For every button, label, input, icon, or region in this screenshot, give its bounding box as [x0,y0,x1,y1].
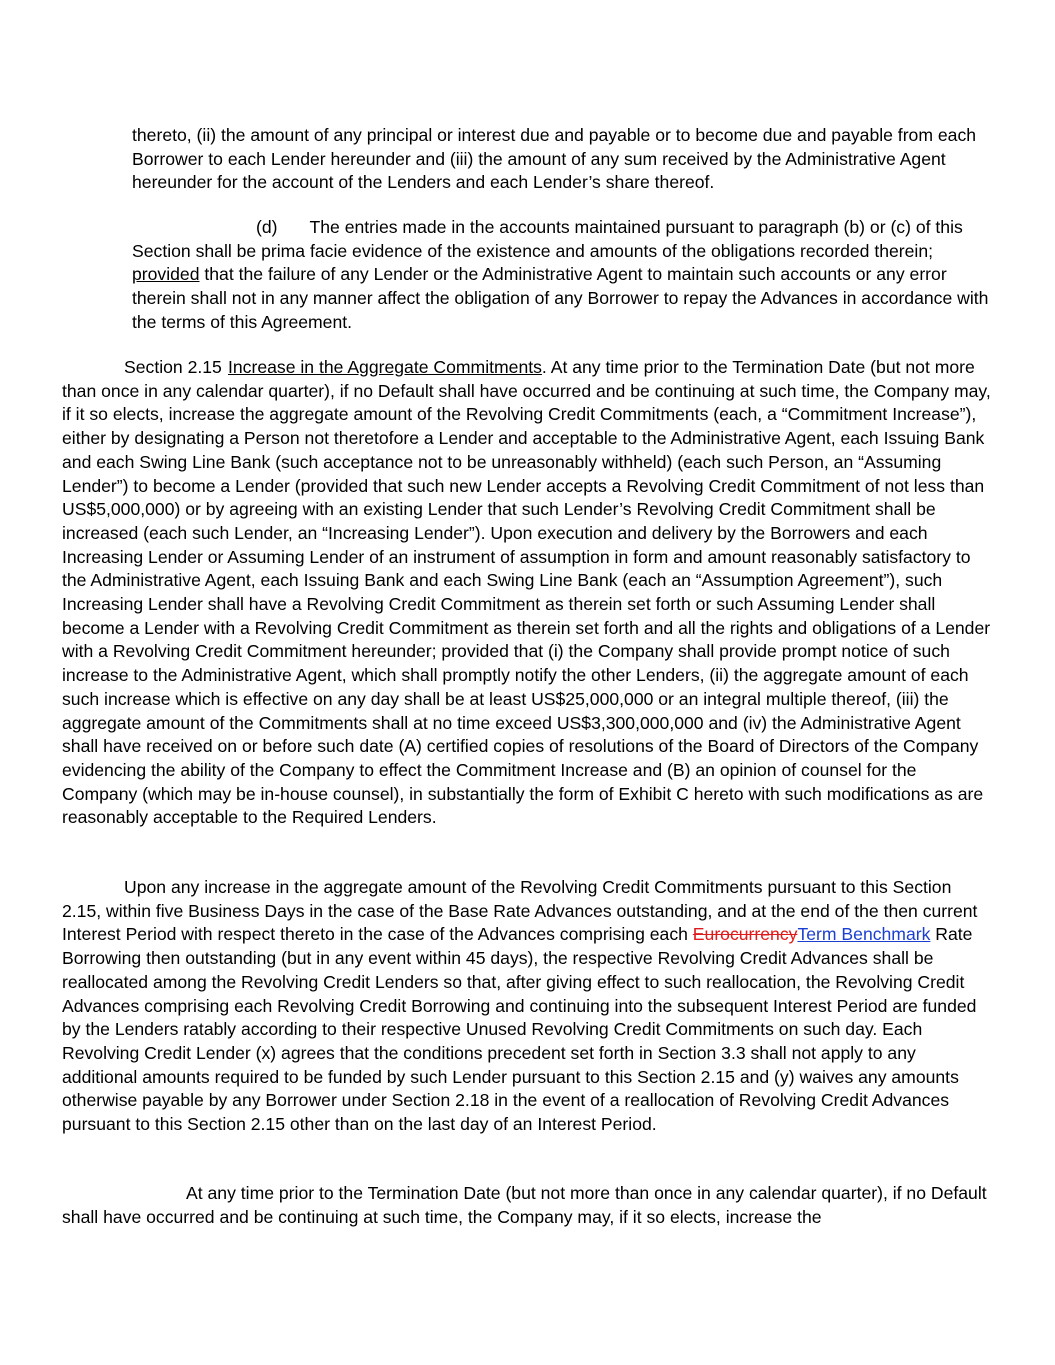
provided-term: provided [132,264,200,285]
paragraph-d-text-rest: that the failure of any Lender or the Administrative Agent to maintain such accounts or any error therein shall not in any manner affect the obligation of any Borrower to repay the Advances in accordance with the terms of this Agreement. [132,264,989,332]
trailing-paragraph [62,1182,994,1229]
deleted-text: Eurocurrency [692,924,798,945]
paragraph-c-text: thereto, (ii) the amount of any principal or interest due and payable or to become due and payable from each Borrower to each Lender hereunder and (iii) the amount of any sum received by the Administrative Agent hereunder for the account of the Lenders and each Lender’s share thereof. [132,125,977,193]
section-body: . At any time prior to the Termination Date (but not more than once in any calendar quarter), if no Default shall have occurred and be continuing at such time, the Company may, if it so elects, increase the aggregate amount of the Revolving Credit Commitments (each, a “Commitment Increase”), either by designating a Person not theretofore a Lender and acceptable to the Administrative Agent, each Issuing Bank and each Swing Line Bank (such acceptance not to be unreasonably withheld) (each such Person, an “Assuming Lender”) to become a Lender (provided that such new Lender accepts a Revolving Credit Commitment of not less than US$5,000,000) or by agreeing with an existing Lender that such Lender’s Revolving Credit Commitment shall be increased (each such Lender, an “Increasing Lender”). Upon execution and delivery by the Borrowers and each Increasing Lender or Assuming Lender of an instrument of assumption in form and amount reasonably satisfactory to the Administrative Agent, each Issuing Bank and each Swing Line Bank (each an “Assumption Agreement”), such Increasing Lender shall have a Revolving Credit Commitment as therein set forth or such Assuming Lender shall become a Lender with a Revolving Credit Commitment as therein set forth and all the rights and obligations of a Lender with a Revolving Credit Commitment hereunder; provided that (i) the Company shall provide prompt notice of such increase to the Administrative Agent, which shall promptly notify the other Lenders, (ii) the aggregate amount of each such increase which is effective on any day shall be at least US$25,000,000 or an integral multiple thereof, (iii) the aggregate amount of the Commitments shall at no time exceed US$3,300,000,000 and (iv) the Administrative Agent shall have received on or before such date (A) certified copies of resolutions of the Board of Directors of the Company evidencing the ability of the Company to effect the Commitment Increase and (B) an opinion of counsel for the Company (which may be in-house counsel), in substantially the form of Exhibit C hereto with such modifications as are reasonably acceptable to the Required Lenders. [62,357,991,828]
reallocation-text-rest: Rate Borrowing then outstanding (but in any event within 45 days), the respective Revolving Credit Advances shall be reallocated among the Revolving Credit Lenders so that, after giving effect to such reallocation, the Revolving Credit Advances comprising each Revolving Credit Borrowing and continuing into the subsequent Interest Period are funded by the Lenders ratably according to their respective Unused Revolving Credit Commitments on such day. Each Revolving Credit Lender (x) agrees that the conditions precedent set forth in Section 3.3 shall not apply to any additional amounts required to be funded by such Lender pursuant to this Section 2.15 and (y) waives any amounts otherwise payable by any Borrower under Section 2.18 in the event of a reallocation of Revolving Credit Advances pursuant to this Section 2.15 other than on the last day of an Interest Period. [62,924,977,1135]
paragraph-c-continuation [132,124,994,195]
section-heading: Increase in the Aggregate Commitments [228,357,542,377]
section-number: Section 2.15 [124,357,222,377]
inserted-text: Term Benchmark [797,924,931,945]
reallocation-paragraph [62,876,994,1137]
paragraph-d [132,216,994,335]
paragraph-d-label: (d) [256,217,278,237]
paragraph-d-text: The entries made in the accounts maintained pursuant to paragraph (b) or (c) of this Section shall be prima facie evidence of the existence and amounts of the obligations recorded therein; [132,217,963,261]
section-2-15 [62,356,994,830]
reallocation-text: Upon any increase in the aggregate amount of the Revolving Credit Commitments pursuant to this Section 2.15, within five Business Days in the case of the Base Rate Advances outstanding, and at the end of the then current Interest Period with respect thereto in the case of the Advances comprising each [62,877,978,945]
trailing-text: At any time prior to the Termination Date (but not more than once in any calendar quarter), if no Default shall have occurred and be continuing at such time, the Company may, if it so elects, increase the [62,1183,987,1227]
